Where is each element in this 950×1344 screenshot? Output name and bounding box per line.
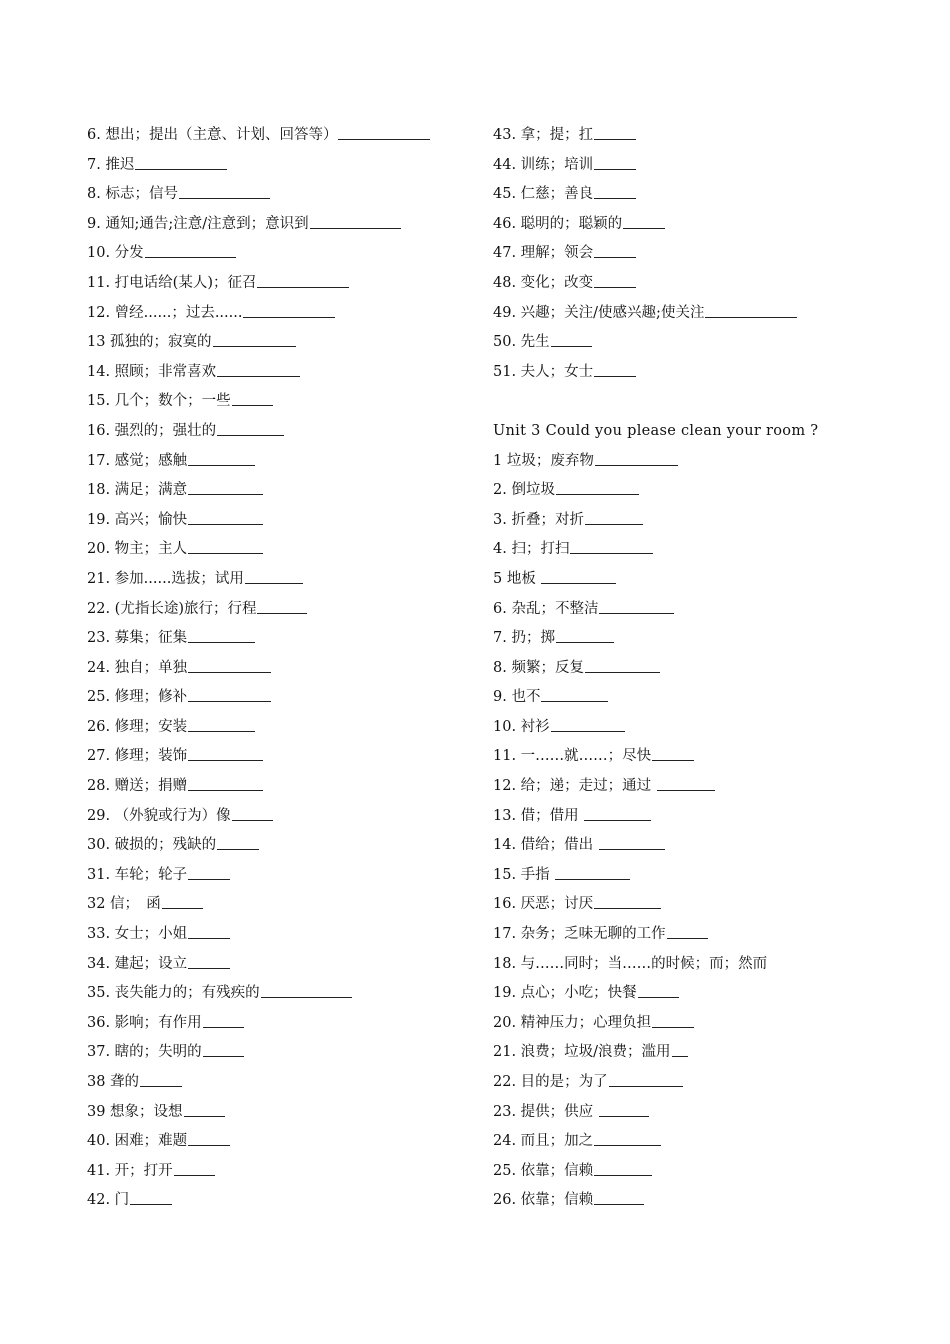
vocab-prompt: 15. 手指 — [493, 866, 555, 883]
answer-blank[interactable] — [217, 362, 300, 377]
answer-blank[interactable] — [179, 184, 270, 199]
vocab-prompt: 23. 募集；征集 — [87, 630, 188, 647]
answer-blank[interactable] — [652, 746, 694, 761]
vocab-prompt: 39 想象；设想 — [87, 1103, 183, 1120]
vocab-prompt: 12. 曾经......；过去...... — [87, 304, 243, 321]
vocab-item — [87, 447, 477, 477]
vocab-item — [87, 151, 477, 181]
answer-blank[interactable] — [245, 569, 303, 584]
vocab-item — [87, 417, 477, 447]
vocab-prompt: 38 聋的 — [87, 1074, 140, 1090]
unit2-continued-list — [493, 121, 913, 387]
vocab-prompt: 15. 几个；数个；一些 — [87, 393, 231, 410]
vocab-item — [493, 239, 913, 269]
vocab-item — [87, 239, 477, 269]
vocab-item — [87, 210, 477, 240]
vocab-prompt: 8. 频繁；反复 — [493, 659, 584, 676]
vocab-item — [87, 299, 477, 329]
unit3-vocab-list — [493, 447, 913, 1216]
answer-blank[interactable] — [188, 717, 254, 732]
answer-blank[interactable] — [188, 628, 254, 643]
vocab-prompt: 23. 提供；供应 — [493, 1103, 598, 1120]
vocab-prompt: 10. 衬衫 — [493, 718, 550, 735]
answer-blank[interactable] — [217, 835, 259, 850]
vocab-prompt: 35. 丧失能力的；有残疾的 — [87, 985, 260, 1002]
answer-blank[interactable] — [585, 658, 660, 673]
vocab-prompt: 47. 理解；领会 — [493, 245, 594, 262]
answer-blank[interactable] — [188, 776, 263, 791]
vocab-item — [493, 447, 913, 477]
vocab-prompt: 26. 修理；安装 — [87, 718, 188, 735]
vocab-prompt: 13 孤独的；寂寞的 — [87, 334, 212, 351]
vocab-prompt: 2. 倒垃圾 — [493, 482, 555, 499]
vocab-prompt: 21. 浪费；垃圾/浪费；滥用 — [493, 1044, 671, 1061]
vocab-item — [87, 535, 477, 565]
vocab-item — [87, 1009, 477, 1039]
vocab-item — [87, 683, 477, 713]
vocab-prompt: 16. 厌恶；讨厌 — [493, 896, 594, 913]
vocab-item — [493, 1098, 913, 1128]
vocab-item — [87, 1127, 477, 1157]
vocab-item — [493, 506, 913, 536]
vocab-item — [87, 831, 477, 861]
vocab-item — [493, 831, 913, 861]
vocab-item — [493, 535, 913, 565]
answer-blank[interactable] — [203, 1042, 245, 1057]
vocab-item — [87, 654, 477, 684]
vocab-prompt: 9. 也不 — [493, 689, 541, 706]
vocab-item — [493, 328, 913, 358]
vocab-item — [493, 1068, 913, 1098]
vocab-prompt: 20. 物主；主人 — [87, 541, 188, 558]
vocab-item — [493, 210, 913, 240]
vocab-item — [493, 565, 913, 595]
vocab-prompt: 49. 兴趣；关注/使感兴趣;使关注 — [493, 304, 705, 321]
vocab-item — [87, 1068, 477, 1098]
answer-blank[interactable] — [594, 243, 636, 258]
vocab-prompt: 11. 一……就……；尽快 — [493, 748, 652, 765]
answer-blank[interactable] — [667, 924, 709, 939]
answer-blank[interactable] — [232, 391, 274, 406]
vocab-item — [493, 802, 913, 832]
vocab-item — [87, 328, 477, 358]
vocab-item — [493, 1186, 913, 1216]
answer-blank[interactable] — [595, 451, 678, 466]
answer-blank[interactable] — [232, 806, 274, 821]
vocab-item — [87, 595, 477, 625]
answer-blank[interactable] — [188, 687, 271, 702]
vocab-prompt: 1 垃圾；废弃物 — [493, 452, 594, 469]
vocab-prompt: 51. 夫人；女士 — [493, 363, 594, 380]
vocab-prompt: 19. 点心；小吃；快餐 — [493, 985, 637, 1002]
answer-blank[interactable] — [188, 1131, 230, 1146]
vocab-item — [87, 802, 477, 832]
answer-blank[interactable] — [705, 303, 796, 318]
vocab-prompt: 25. 修理；修补 — [87, 689, 188, 706]
vocab-item — [493, 654, 913, 684]
answer-blank[interactable] — [551, 332, 593, 347]
vocab-prompt: 5 地板 — [493, 570, 541, 587]
answer-blank[interactable] — [541, 687, 607, 702]
vocab-prompt: 44. 训练；培训 — [493, 156, 594, 173]
vocab-item — [493, 742, 913, 772]
answer-blank[interactable] — [310, 214, 401, 229]
vocab-prompt: 25. 依靠；信赖 — [493, 1162, 594, 1179]
vocab-prompt: 4. 扫；打扫 — [493, 541, 570, 558]
vocab-prompt: 7. 推迟 — [87, 156, 135, 173]
vocab-prompt: 19. 高兴；愉快 — [87, 511, 188, 528]
vocab-item — [87, 624, 477, 654]
vocab-item — [87, 1157, 477, 1187]
vocab-prompt: 7. 扔；掷 — [493, 630, 555, 647]
answer-blank[interactable] — [594, 894, 660, 909]
vocab-prompt: 3. 折叠；对折 — [493, 511, 584, 528]
vocab-prompt: 30. 破损的；残缺的 — [87, 837, 217, 854]
answer-blank[interactable] — [188, 954, 230, 969]
answer-blank[interactable] — [585, 510, 643, 525]
answer-blank[interactable] — [188, 539, 263, 554]
vocab-item — [87, 890, 477, 920]
vocab-prompt: 14. 照顾；非常喜欢 — [87, 363, 217, 380]
answer-blank[interactable] — [652, 1013, 694, 1028]
answer-blank[interactable] — [188, 451, 254, 466]
vocab-prompt: 34. 建起；设立 — [87, 955, 188, 972]
vocab-item — [87, 476, 477, 506]
vocab-prompt: 6. 杂乱；不整洁 — [493, 600, 599, 617]
answer-blank[interactable] — [162, 894, 204, 909]
answer-blank[interactable] — [594, 1190, 644, 1205]
vocab-item — [87, 950, 477, 980]
vocab-prompt: 17. 感觉；感触 — [87, 452, 188, 469]
answer-blank[interactable] — [594, 1161, 652, 1176]
answer-blank[interactable] — [551, 717, 626, 732]
answer-blank[interactable] — [188, 658, 271, 673]
answer-blank[interactable] — [594, 1131, 660, 1146]
vocab-item — [87, 387, 477, 417]
vocab-item — [493, 299, 913, 329]
vocab-prompt: 17. 杂务；乏味无聊的工作 — [493, 926, 666, 943]
vocab-prompt: 36. 影响；有作用 — [87, 1014, 202, 1031]
vocab-prompt: 42. 门 — [87, 1192, 130, 1209]
answer-blank[interactable] — [188, 510, 263, 525]
vocab-item — [87, 1098, 477, 1128]
answer-blank[interactable] — [174, 1161, 216, 1176]
vocab-prompt: 24. 独自；单独 — [87, 659, 188, 676]
answer-blank[interactable] — [130, 1190, 172, 1205]
answer-blank[interactable] — [584, 806, 650, 821]
answer-blank[interactable] — [594, 273, 636, 288]
vocab-item — [493, 713, 913, 743]
vocab-item — [493, 121, 913, 151]
answer-blank[interactable] — [243, 303, 334, 318]
vocab-prompt: 10. 分发 — [87, 245, 144, 262]
vocab-item — [87, 742, 477, 772]
answer-blank[interactable] — [184, 1102, 226, 1117]
vocab-prompt: 12. 给；递；走过；通过 — [493, 778, 656, 795]
vocab-item — [493, 950, 913, 980]
vocab-item — [493, 151, 913, 181]
vocab-item — [493, 920, 913, 950]
answer-blank[interactable] — [594, 125, 636, 140]
vocab-item — [87, 861, 477, 891]
vocab-prompt: 50. 先生 — [493, 334, 550, 351]
vocab-item — [87, 920, 477, 950]
vocab-prompt: 37. 瞎的；失明的 — [87, 1044, 202, 1061]
answer-blank[interactable] — [672, 1042, 689, 1057]
answer-blank[interactable] — [594, 184, 636, 199]
vocab-item — [87, 358, 477, 388]
vocab-prompt: 20. 精神压力；心理负担 — [493, 1014, 652, 1031]
vocab-prompt: 48. 变化；改变 — [493, 274, 594, 291]
answer-blank[interactable] — [555, 865, 630, 880]
vocab-item — [87, 713, 477, 743]
section-gap — [493, 387, 913, 417]
vocab-prompt: 32 信； 函 — [87, 896, 161, 913]
answer-blank[interactable] — [594, 362, 636, 377]
vocab-prompt: 40. 困难；难题 — [87, 1133, 188, 1150]
vocab-item — [87, 506, 477, 536]
answer-blank[interactable] — [140, 1072, 182, 1087]
left-column — [87, 121, 477, 1216]
answer-blank[interactable] — [599, 835, 665, 850]
answer-blank[interactable] — [623, 214, 665, 229]
vocab-prompt: 22. (尤指长途)旅行；行程 — [87, 600, 257, 617]
answer-blank[interactable] — [213, 332, 296, 347]
vocab-prompt: 13. 借；借用 — [493, 807, 584, 824]
vocab-item — [87, 565, 477, 595]
vocab-item — [493, 861, 913, 891]
vocab-item — [493, 476, 913, 506]
answer-blank[interactable] — [556, 628, 614, 643]
vocab-prompt: 45. 仁慈；善良 — [493, 186, 594, 203]
answer-blank[interactable] — [556, 480, 639, 495]
vocab-prompt: 22. 目的是；为了 — [493, 1074, 608, 1090]
vocab-item — [87, 269, 477, 299]
vocab-prompt: 9. 通知;通告;注意/注意到；意识到 — [87, 215, 309, 232]
answer-blank[interactable] — [135, 155, 226, 170]
vocab-prompt: 24. 而且；加之 — [493, 1133, 594, 1150]
vocab-item — [493, 683, 913, 713]
vocab-item — [493, 772, 913, 802]
answer-blank[interactable] — [145, 243, 236, 258]
right-column — [493, 121, 913, 1216]
vocab-item — [493, 595, 913, 625]
answer-blank[interactable] — [203, 1013, 245, 1028]
vocab-prompt: 6. 想出；提出（主意、计划、回答等） — [87, 127, 338, 143]
vocab-item — [87, 121, 477, 151]
vocab-item — [493, 180, 913, 210]
vocab-item — [493, 1127, 913, 1157]
vocab-prompt: 26. 依靠；信赖 — [493, 1192, 594, 1209]
vocab-prompt: 16. 强烈的；强壮的 — [87, 422, 217, 439]
vocab-item — [493, 624, 913, 654]
vocab-prompt: 18. 满足；满意 — [87, 482, 188, 499]
answer-blank[interactable] — [188, 924, 230, 939]
vocab-item — [87, 772, 477, 802]
answer-blank[interactable] — [217, 421, 283, 436]
answer-blank[interactable] — [638, 983, 680, 998]
answer-blank[interactable] — [257, 599, 307, 614]
vocab-item — [493, 269, 913, 299]
answer-blank[interactable] — [541, 569, 616, 584]
vocab-prompt: 28. 赠送；捐赠 — [87, 778, 188, 795]
answer-blank[interactable] — [338, 125, 429, 140]
vocab-item — [493, 358, 913, 388]
vocab-prompt: 29. （外貌或行为）像 — [87, 807, 231, 824]
vocab-prompt: 14. 借给；借出 — [493, 837, 598, 854]
vocab-prompt: 11. 打电话给(某人)；征召 — [87, 274, 257, 291]
vocab-prompt: 8. 标志；信号 — [87, 186, 178, 203]
vocab-prompt: 21. 参加......选拔；试用 — [87, 570, 244, 587]
vocab-prompt: 43. 拿；提；扛 — [493, 127, 594, 143]
answer-blank[interactable] — [188, 480, 263, 495]
answer-blank[interactable] — [599, 599, 674, 614]
answer-blank[interactable] — [257, 273, 348, 288]
answer-blank[interactable] — [188, 746, 263, 761]
vocab-prompt: 31. 车轮；轮子 — [87, 866, 188, 883]
answer-blank[interactable] — [261, 983, 352, 998]
answer-blank[interactable] — [657, 776, 715, 791]
vocab-prompt: 46. 聪明的；聪颖的 — [493, 215, 623, 232]
vocab-item — [87, 1038, 477, 1068]
vocab-prompt: 18. 与……同时；当……的时候；而；然而 — [493, 955, 768, 972]
vocab-item — [493, 979, 913, 1009]
vocab-item — [493, 890, 913, 920]
vocab-item — [493, 1038, 913, 1068]
vocab-prompt: 33. 女士；小姐 — [87, 926, 188, 943]
answer-blank[interactable] — [570, 539, 653, 554]
vocab-prompt: 41. 开；打开 — [87, 1162, 173, 1179]
answer-blank[interactable] — [594, 155, 636, 170]
answer-blank[interactable] — [599, 1102, 649, 1117]
answer-blank[interactable] — [609, 1072, 684, 1087]
vocab-item — [87, 180, 477, 210]
unit-heading: Unit 3 Could you please clean your room ? — [493, 422, 819, 439]
vocab-item — [493, 1157, 913, 1187]
vocab-item — [87, 979, 477, 1009]
vocab-item — [87, 1186, 477, 1216]
answer-blank[interactable] — [188, 865, 230, 880]
vocab-prompt: 27. 修理；装饰 — [87, 748, 188, 765]
vocab-item — [493, 1009, 913, 1039]
